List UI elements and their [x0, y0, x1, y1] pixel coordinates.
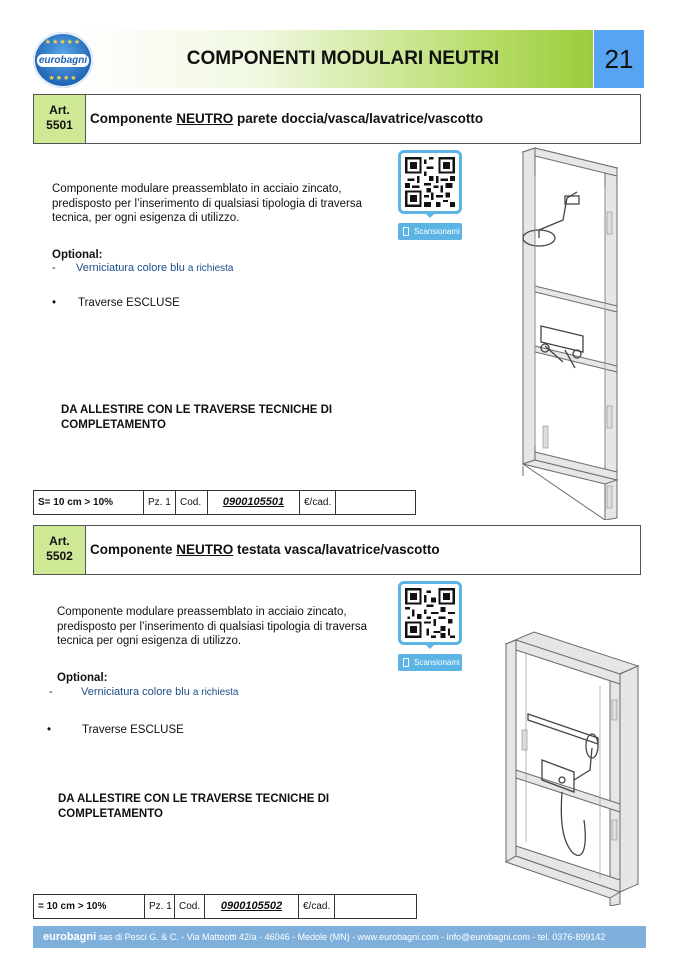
price-row-5501 — [33, 490, 416, 515]
optional-item — [52, 262, 233, 274]
product-drawing-5501 — [505, 146, 625, 520]
price-size: = 10 cm > 10% — [34, 895, 145, 918]
article-title-pre: Componente — [90, 542, 177, 557]
article-code-box — [34, 526, 86, 574]
logo-stars-bottom: ★★★★ — [48, 75, 78, 82]
optional-text: Verniciatura colore blu — [81, 686, 190, 698]
note-line: DA ALLESTIRE CON LE TRAVERSE TECNICHE DI — [61, 404, 333, 416]
article-label: Art. — [49, 103, 70, 117]
optional-dash: - — [52, 262, 56, 274]
optional-small-text: a richiesta — [187, 263, 234, 274]
qr-pointer-icon — [424, 643, 436, 649]
price-value — [335, 895, 416, 918]
article-title — [90, 95, 483, 143]
bullet-text: Traverse ESCLUSE — [78, 297, 180, 309]
logo-stars-top: ★★★★★ — [44, 39, 82, 46]
bullet-item — [47, 724, 184, 736]
price-code: 0900105502 — [205, 895, 299, 918]
optional-dash: - — [49, 686, 53, 698]
scan-button[interactable] — [398, 654, 462, 671]
assembly-note — [58, 792, 329, 821]
article-title-emph: NEUTRO — [176, 542, 234, 557]
qr-code-block[interactable] — [398, 581, 462, 673]
note-line: COMPLETAMENTO — [58, 807, 163, 820]
description-line: predisposto per l’inserimento di qualsiasi tipologia di traversa — [57, 620, 368, 633]
price-unit: €/cad. — [300, 491, 336, 514]
article-code-box — [34, 95, 86, 143]
note-line: DA ALLESTIRE CON LE TRAVERSE TECNICHE DI — [58, 793, 330, 805]
article-header-5501 — [33, 94, 641, 144]
footer-brand: eurobagni — [43, 931, 97, 943]
description-line: Componente modulare preassemblato in acciaio zincato, — [52, 183, 342, 195]
phone-icon — [403, 658, 409, 667]
scan-button-label: Scansionami — [414, 227, 460, 236]
page-footer — [33, 926, 646, 948]
price-code: 0900105501 — [208, 491, 300, 514]
article-title-post: parete doccia/vasca/lavatrice/vascotto — [233, 111, 484, 126]
optional-item — [49, 686, 238, 698]
bullet-item — [52, 297, 180, 309]
price-unit: €/cad. — [299, 895, 335, 918]
phone-icon — [403, 227, 409, 236]
optional-label: Optional: — [52, 249, 103, 261]
article-number: 5501 — [46, 118, 73, 132]
article-description — [52, 182, 362, 226]
eurobagni-logo — [33, 32, 93, 88]
article-title-post: testata vasca/lavatrice/vascotto — [233, 542, 440, 557]
price-value — [336, 491, 415, 514]
optional-small-text: a richiesta — [192, 687, 239, 698]
article-label: Art. — [49, 534, 70, 548]
price-size: S= 10 cm > 10% — [34, 491, 144, 514]
logo-text: eurobagni — [38, 55, 88, 66]
footer-contact: sas di Pesci G. & C. - Via Matteotti 42/a - 46046 - Medole (MN) - www.eurobagni.com - info@eurobagni.com - tel. 0376-899142 — [96, 932, 606, 942]
price-pieces: Pz. 1 — [144, 491, 176, 514]
product-drawing-5502 — [502, 630, 640, 906]
description-line: tecnica per ogni esigenza di utilizzo. — [57, 635, 242, 647]
price-row-5502 — [33, 894, 417, 919]
qr-code-icon — [398, 581, 462, 645]
bullet-icon: • — [47, 724, 52, 736]
assembly-note — [61, 403, 332, 432]
qr-code-block[interactable] — [398, 150, 462, 242]
qr-code-icon — [398, 150, 462, 214]
price-cod-label: Cod. — [175, 895, 205, 918]
price-cod-label: Cod. — [176, 491, 208, 514]
article-number: 5502 — [46, 549, 73, 563]
qr-pointer-icon — [424, 212, 436, 218]
scan-button-label: Scansionami — [414, 658, 460, 667]
page-number: 21 — [594, 30, 644, 88]
article-header-5502 — [33, 525, 641, 575]
optional-label: Optional: — [57, 672, 108, 684]
description-line: Componente modulare preassemblato in acciaio zincato, — [57, 606, 347, 618]
article-description — [57, 605, 367, 649]
description-line: predisposto per l’inserimento di qualsiasi tipologia di traversa — [52, 197, 363, 210]
page-title: COMPONENTI MODULARI NEUTRI — [186, 48, 500, 69]
article-title — [90, 526, 440, 574]
description-line: tecnica, per ogni esigenza di utilizzo. — [52, 212, 240, 224]
bullet-icon: • — [52, 297, 57, 309]
article-title-pre: Componente — [90, 111, 177, 126]
note-line: COMPLETAMENTO — [61, 418, 166, 431]
bullet-text: Traverse ESCLUSE — [82, 724, 184, 736]
price-pieces: Pz. 1 — [145, 895, 175, 918]
page-header — [33, 30, 644, 88]
article-title-emph: NEUTRO — [176, 111, 234, 126]
optional-text: Verniciatura colore blu — [76, 262, 185, 274]
scan-button[interactable] — [398, 223, 462, 240]
